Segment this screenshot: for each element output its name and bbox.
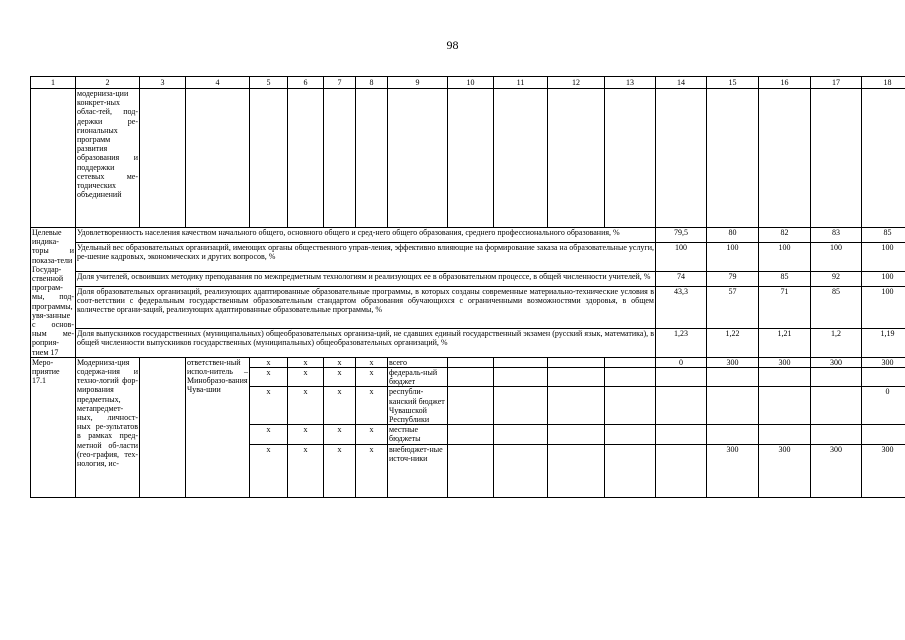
- value-cell: 0: [862, 387, 905, 425]
- value-cell: [811, 387, 862, 425]
- code-cell: x: [288, 368, 324, 387]
- value-cell: 74: [656, 271, 707, 286]
- value-cell: [656, 444, 707, 497]
- value-cell: 1,19: [862, 329, 905, 358]
- value-cell: 1,22: [707, 329, 759, 358]
- indicator-row: [31, 243, 905, 272]
- value-cell: 300: [707, 357, 759, 367]
- value-cell: 300: [759, 357, 811, 367]
- code-cell: x: [288, 444, 324, 497]
- value-cell: 92: [811, 271, 862, 286]
- indicator-text: Доля образовательных организаций, реализующих адаптированные образовательные программы, в которых созданы современные материально-технические условия в соот-ветствии с федеральным государственным образовательным стандартом образования обучающихся с ограниченными возможностями здоровья, в общем количестве органи-заций, реализующих адаптированные образовательные программы, %: [76, 286, 656, 328]
- indicator-text: Удовлетворенность населения качеством начального общего, основного общего и сред-него общего образования, среднего профессионального образования, %: [76, 228, 656, 243]
- indicator-text: Доля выпускников государственных (муниципальных) общеобразовательных организа-ций, не сдавших единый государственный экзамен (русский язык, математика), в общей численности выпускников государственных (муниципальных) общеобразовательных организаций, %: [76, 329, 656, 358]
- code-cell: x: [356, 387, 388, 425]
- indicator-row: [31, 271, 905, 286]
- code-cell: x: [250, 357, 288, 367]
- col-header: 10: [448, 77, 494, 89]
- funding-source: республи-канский бюджет Чувашской Республики: [388, 387, 448, 425]
- value-cell: 85: [862, 228, 905, 243]
- value-cell: [811, 368, 862, 387]
- value-cell: [862, 425, 905, 444]
- value-cell: 85: [759, 271, 811, 286]
- col-header: 4: [186, 77, 250, 89]
- value-cell: [862, 368, 905, 387]
- indicator-row: [31, 286, 905, 328]
- value-cell: 100: [759, 243, 811, 272]
- value-cell: [707, 387, 759, 425]
- code-cell: x: [324, 444, 356, 497]
- code-cell: x: [324, 357, 356, 367]
- measure-label: Меро-приятие 17.1: [31, 357, 76, 497]
- value-cell: [656, 425, 707, 444]
- value-cell: 79,5: [656, 228, 707, 243]
- value-cell: 100: [656, 243, 707, 272]
- value-cell: 79: [707, 271, 759, 286]
- code-cell: x: [288, 387, 324, 425]
- measure-executor: ответствен-ный испол-нитель – Минобразо-вания Чува-шии: [186, 357, 250, 497]
- code-cell: x: [250, 444, 288, 497]
- value-cell: [759, 425, 811, 444]
- column-number-row: [31, 77, 905, 89]
- page-number: 98: [446, 38, 459, 52]
- value-cell: 82: [759, 228, 811, 243]
- code-cell: x: [288, 357, 324, 367]
- indicator-text: Доля учителей, освоивших методику преподавания по межпредметным технологиям и реализующих ее в образовательном процессе, в общей численности учителей, %: [76, 271, 656, 286]
- value-cell: 100: [862, 243, 905, 272]
- code-cell: x: [324, 387, 356, 425]
- code-cell: x: [324, 425, 356, 444]
- col-header: 1: [31, 77, 76, 89]
- code-cell: x: [356, 444, 388, 497]
- col-header: 14: [656, 77, 707, 89]
- code-cell: x: [356, 368, 388, 387]
- indicator-row: [31, 228, 905, 243]
- value-cell: 100: [707, 243, 759, 272]
- code-cell: x: [250, 425, 288, 444]
- value-cell: 80: [707, 228, 759, 243]
- col-header: 13: [605, 77, 656, 89]
- value-cell: [656, 368, 707, 387]
- value-cell: 1,21: [759, 329, 811, 358]
- value-cell: 71: [759, 286, 811, 328]
- funding-row: [31, 357, 905, 367]
- value-cell: 1,2: [811, 329, 862, 358]
- targets-label: Целевые индика-торы и показа-тели Государ-ственной програм-мы, под-программы, увя-занные с основ-ным ме-роприя-тием 17: [32, 228, 74, 357]
- value-cell: 300: [759, 444, 811, 497]
- funding-source: федераль-ный бюджет: [388, 368, 448, 387]
- value-cell: [759, 387, 811, 425]
- continued-activity-row: [31, 89, 905, 228]
- code-cell: x: [250, 368, 288, 387]
- indicator-row: [31, 329, 905, 358]
- code-cell: x: [356, 425, 388, 444]
- col-header: 17: [811, 77, 862, 89]
- value-cell: [656, 387, 707, 425]
- code-cell: x: [324, 368, 356, 387]
- value-cell: [759, 368, 811, 387]
- col-header: 6: [288, 77, 324, 89]
- funding-source: всего: [388, 357, 448, 367]
- value-cell: 300: [811, 444, 862, 497]
- value-cell: 0: [656, 357, 707, 367]
- activity-continuation: модерниза-ции конкрет-ных облас-тей, под-держки ре-гиональных программ развития образования и поддержки сетевых ме-тодических объединений: [76, 89, 140, 228]
- col-header: 16: [759, 77, 811, 89]
- col-header: 8: [356, 77, 388, 89]
- col-header: 15: [707, 77, 759, 89]
- value-cell: 1,23: [656, 329, 707, 358]
- value-cell: 300: [862, 444, 905, 497]
- value-cell: 100: [862, 271, 905, 286]
- code-cell: x: [250, 387, 288, 425]
- program-table: [30, 76, 905, 498]
- funding-source: местные бюджеты: [388, 425, 448, 444]
- col-header: 12: [548, 77, 605, 89]
- col-header: 11: [494, 77, 548, 89]
- value-cell: 100: [811, 243, 862, 272]
- indicator-text: Удельный вес образовательных организаций, имеющих органы общественного управ-ления, эффективно влияющие на формирование заказа на образовательные услуги, ре-шение кадровых, экономических и других вопросов, %: [76, 243, 656, 272]
- col-header: 18: [862, 77, 905, 89]
- value-cell: 85: [811, 286, 862, 328]
- col-header: 9: [388, 77, 448, 89]
- code-cell: x: [356, 357, 388, 367]
- col-header: 3: [140, 77, 186, 89]
- col-header: 2: [76, 77, 140, 89]
- value-cell: 100: [862, 286, 905, 328]
- value-cell: [707, 425, 759, 444]
- value-cell: 83: [811, 228, 862, 243]
- value-cell: [811, 425, 862, 444]
- value-cell: 57: [707, 286, 759, 328]
- value-cell: 300: [862, 357, 905, 367]
- col-header: 5: [250, 77, 288, 89]
- col-header: 7: [324, 77, 356, 89]
- value-cell: 300: [811, 357, 862, 367]
- value-cell: 300: [707, 444, 759, 497]
- value-cell: [707, 368, 759, 387]
- code-cell: x: [288, 425, 324, 444]
- value-cell: 43,3: [656, 286, 707, 328]
- measure-title: Модерниза-ция содержа-ния и техно-логий фор-мирования предметных, метапредмет-ных, личност-ных ре-зультатов в рамках пред-метной об-ласти (гео-графия, тех-нология, ис-: [76, 357, 140, 497]
- funding-source: внебюджет-ные источ-ники: [388, 444, 448, 497]
